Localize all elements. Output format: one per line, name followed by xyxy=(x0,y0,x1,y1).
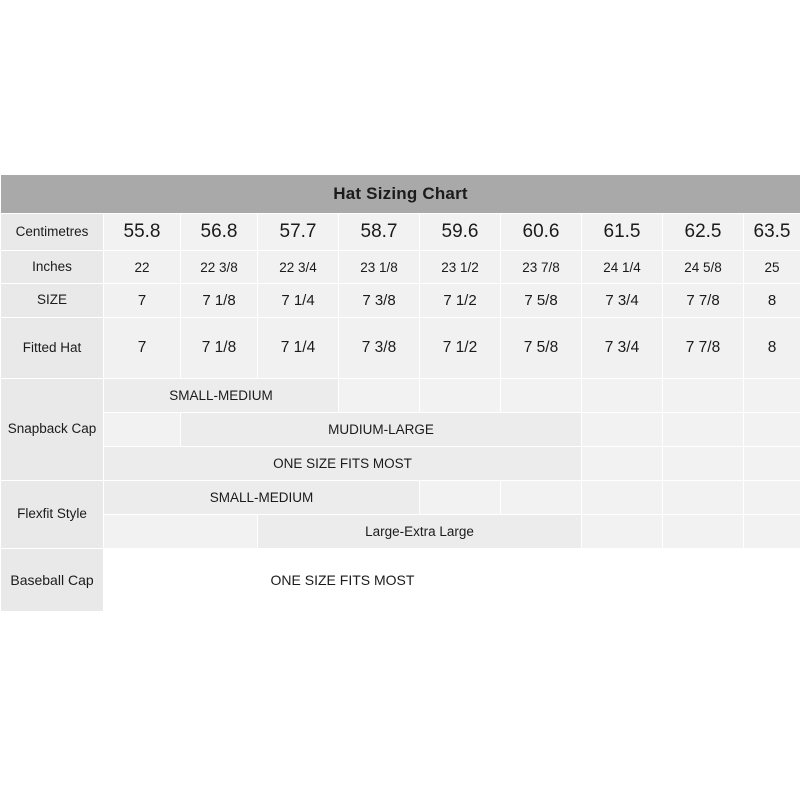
cell-cm-9: 63.5 xyxy=(744,214,800,251)
cell-blank-sb3-8 xyxy=(663,447,744,481)
table-row-flexfit-band-1 xyxy=(1,481,800,515)
cell-in-6: 23 7/8 xyxy=(501,251,582,284)
cell-size-7: 7 3/4 xyxy=(582,284,663,318)
cell-blank-sb1-9 xyxy=(744,379,800,413)
cell-blank-sb1-6 xyxy=(501,379,582,413)
table-title-row xyxy=(1,175,800,214)
cell-blank-bb-9 xyxy=(744,549,800,612)
cell-fitted-9: 8 xyxy=(744,318,800,379)
cell-in-3: 22 3/4 xyxy=(258,251,339,284)
cell-blank-sb1-4 xyxy=(339,379,420,413)
cell-size-8: 7 7/8 xyxy=(663,284,744,318)
cell-blank-sb2-7 xyxy=(582,413,663,447)
cell-size-2: 7 1/8 xyxy=(181,284,258,318)
table-row-flexfit-band-2 xyxy=(1,515,800,549)
table-row-size xyxy=(1,284,800,318)
row-label-fitted-hat: Fitted Hat xyxy=(1,318,104,379)
cell-blank-bb-7 xyxy=(582,549,663,612)
cell-in-1: 22 xyxy=(104,251,181,284)
cell-fitted-3: 7 1/4 xyxy=(258,318,339,379)
row-label-centimetres: Centimetres xyxy=(1,214,104,251)
cell-size-5: 7 1/2 xyxy=(420,284,501,318)
row-label-size: SIZE xyxy=(1,284,104,318)
table-row-inches xyxy=(1,251,800,284)
cell-cm-4: 58.7 xyxy=(339,214,420,251)
band-snapback-one-size: ONE SIZE FITS MOST xyxy=(104,447,582,481)
cell-fitted-6: 7 5/8 xyxy=(501,318,582,379)
cell-blank-sb3-9 xyxy=(744,447,800,481)
cell-cm-3: 57.7 xyxy=(258,214,339,251)
cell-fitted-5: 7 1/2 xyxy=(420,318,501,379)
cell-size-9: 8 xyxy=(744,284,800,318)
cell-blank-sb1-7 xyxy=(582,379,663,413)
cell-cm-6: 60.6 xyxy=(501,214,582,251)
table-row-baseball-cap xyxy=(1,549,800,612)
cell-blank-ff1-8 xyxy=(663,481,744,515)
cell-size-4: 7 3/8 xyxy=(339,284,420,318)
band-flexfit-large-extra-large: Large-Extra Large xyxy=(258,515,582,549)
row-label-inches: Inches xyxy=(1,251,104,284)
row-label-flexfit-style: Flexfit Style xyxy=(1,481,104,549)
cell-in-8: 24 5/8 xyxy=(663,251,744,284)
cell-blank-ff1-5 xyxy=(420,481,501,515)
table-row-snapback-band-1 xyxy=(1,379,800,413)
cell-cm-5: 59.6 xyxy=(420,214,501,251)
cell-fitted-1: 7 xyxy=(104,318,181,379)
cell-blank-ff1-9 xyxy=(744,481,800,515)
row-label-baseball-cap: Baseball Cap xyxy=(1,549,104,612)
cell-blank-sb1-8 xyxy=(663,379,744,413)
cell-blank-bb-8 xyxy=(663,549,744,612)
cell-in-5: 23 1/2 xyxy=(420,251,501,284)
sizing-table xyxy=(0,174,800,612)
table-row-snapback-band-3 xyxy=(1,447,800,481)
cell-blank-sb2-8 xyxy=(663,413,744,447)
cell-in-7: 24 1/4 xyxy=(582,251,663,284)
band-snapback-medium-large: MUDIUM-LARGE xyxy=(181,413,582,447)
cell-blank-ff2-7 xyxy=(582,515,663,549)
cell-cm-1: 55.8 xyxy=(104,214,181,251)
band-snapback-small-medium: SMALL-MEDIUM xyxy=(104,379,339,413)
cell-cm-7: 61.5 xyxy=(582,214,663,251)
cell-in-4: 23 1/8 xyxy=(339,251,420,284)
cell-fitted-8: 7 7/8 xyxy=(663,318,744,379)
cell-blank-ff1-6 xyxy=(501,481,582,515)
cell-blank-ff2-8 xyxy=(663,515,744,549)
cell-blank-sb2-1 xyxy=(104,413,181,447)
hat-sizing-chart xyxy=(0,174,800,612)
page-title: Hat Sizing Chart xyxy=(1,175,800,214)
cell-size-6: 7 5/8 xyxy=(501,284,582,318)
table-row-fitted-hat xyxy=(1,318,800,379)
cell-blank-sb2-9 xyxy=(744,413,800,447)
row-label-snapback-cap: Snapback Cap xyxy=(1,379,104,481)
cell-in-9: 25 xyxy=(744,251,800,284)
cell-blank-sb3-7 xyxy=(582,447,663,481)
cell-fitted-7: 7 3/4 xyxy=(582,318,663,379)
cell-in-2: 22 3/8 xyxy=(181,251,258,284)
cell-size-1: 7 xyxy=(104,284,181,318)
cell-size-3: 7 1/4 xyxy=(258,284,339,318)
cell-blank-ff2-9 xyxy=(744,515,800,549)
cell-cm-8: 62.5 xyxy=(663,214,744,251)
table-row-centimetres xyxy=(1,214,800,251)
cell-fitted-2: 7 1/8 xyxy=(181,318,258,379)
cell-blank-sb1-5 xyxy=(420,379,501,413)
cell-blank-ff2-1 xyxy=(104,515,258,549)
cell-cm-2: 56.8 xyxy=(181,214,258,251)
cell-fitted-4: 7 3/8 xyxy=(339,318,420,379)
table-row-snapback-band-2 xyxy=(1,413,800,447)
band-flexfit-small-medium: SMALL-MEDIUM xyxy=(104,481,420,515)
band-baseball-one-size: ONE SIZE FITS MOST xyxy=(104,549,582,612)
cell-blank-ff1-7 xyxy=(582,481,663,515)
